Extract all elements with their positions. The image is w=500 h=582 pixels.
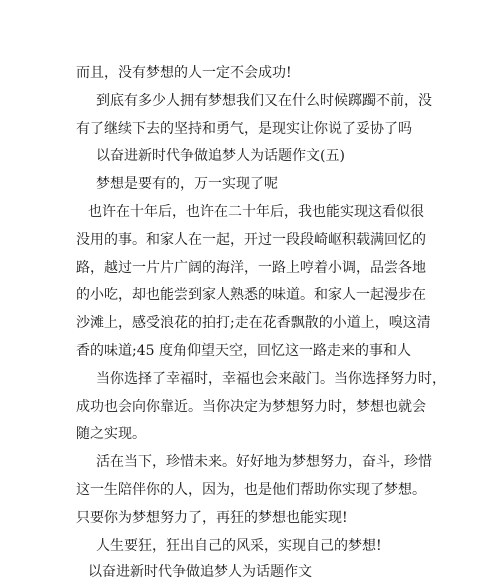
text-line-15: 活在当下，珍惜未来。好好地为梦想努力，奋斗，珍惜	[96, 454, 432, 470]
text-line-16: 这一生陪伴你的人，因为，也是他们帮助你实现了梦想。	[76, 482, 426, 498]
text-line-9: 的小吃，却也能尝到家人熟悉的味道。和家人一起漫步在	[76, 287, 426, 303]
text-line-3: 有了继续下去的坚持和勇气，是现实让你说了妥协了吗	[76, 121, 412, 137]
text-line-13: 成功也会向你靠近。当你决定为梦想努力时，梦想也就会	[76, 399, 426, 415]
text-line-18: 人生要狂，狂出自己的风采，实现自己的梦想!	[96, 538, 382, 554]
text-line-12: 当你选择了幸福时，幸福也会来敲门。当你选择努力时，	[96, 371, 446, 387]
text-line-17: 只要你为梦想努力了，再狂的梦想也能实现!	[76, 510, 348, 526]
section-heading-2: 以奋进新时代争做追梦人为话题作文	[88, 564, 312, 580]
section-heading: 以奋进新时代争做追梦人为话题作文(五)	[96, 148, 345, 164]
text-line-10: 沙滩上，感受浪花的拍打;走在花香飘散的小道上，嗅这清	[76, 315, 431, 331]
text-line-1: 而且，没有梦想的人一定不会成功!	[76, 65, 292, 81]
text-line-5: 梦想是要有的，万一实现了呢	[96, 176, 278, 192]
text-line-7: 没用的事。和家人在一起，开过一段段崎岖积载满回忆的	[76, 232, 426, 248]
text-line-2: 到底有多少人拥有梦想我们又在什么时候踯躅不前，没	[96, 93, 432, 109]
text-line-6: 也许在十年后，也许在二十年后，我也能实现这看似很	[88, 204, 424, 220]
text-line-11: 香的味道;45 度角仰望天空，回忆这一路走来的事和人	[76, 343, 411, 359]
text-line-8: 路，越过一片片广阔的海洋，一路上哼着小调，品尝各地	[76, 260, 426, 276]
text-line-14: 随之实现。	[76, 426, 146, 442]
